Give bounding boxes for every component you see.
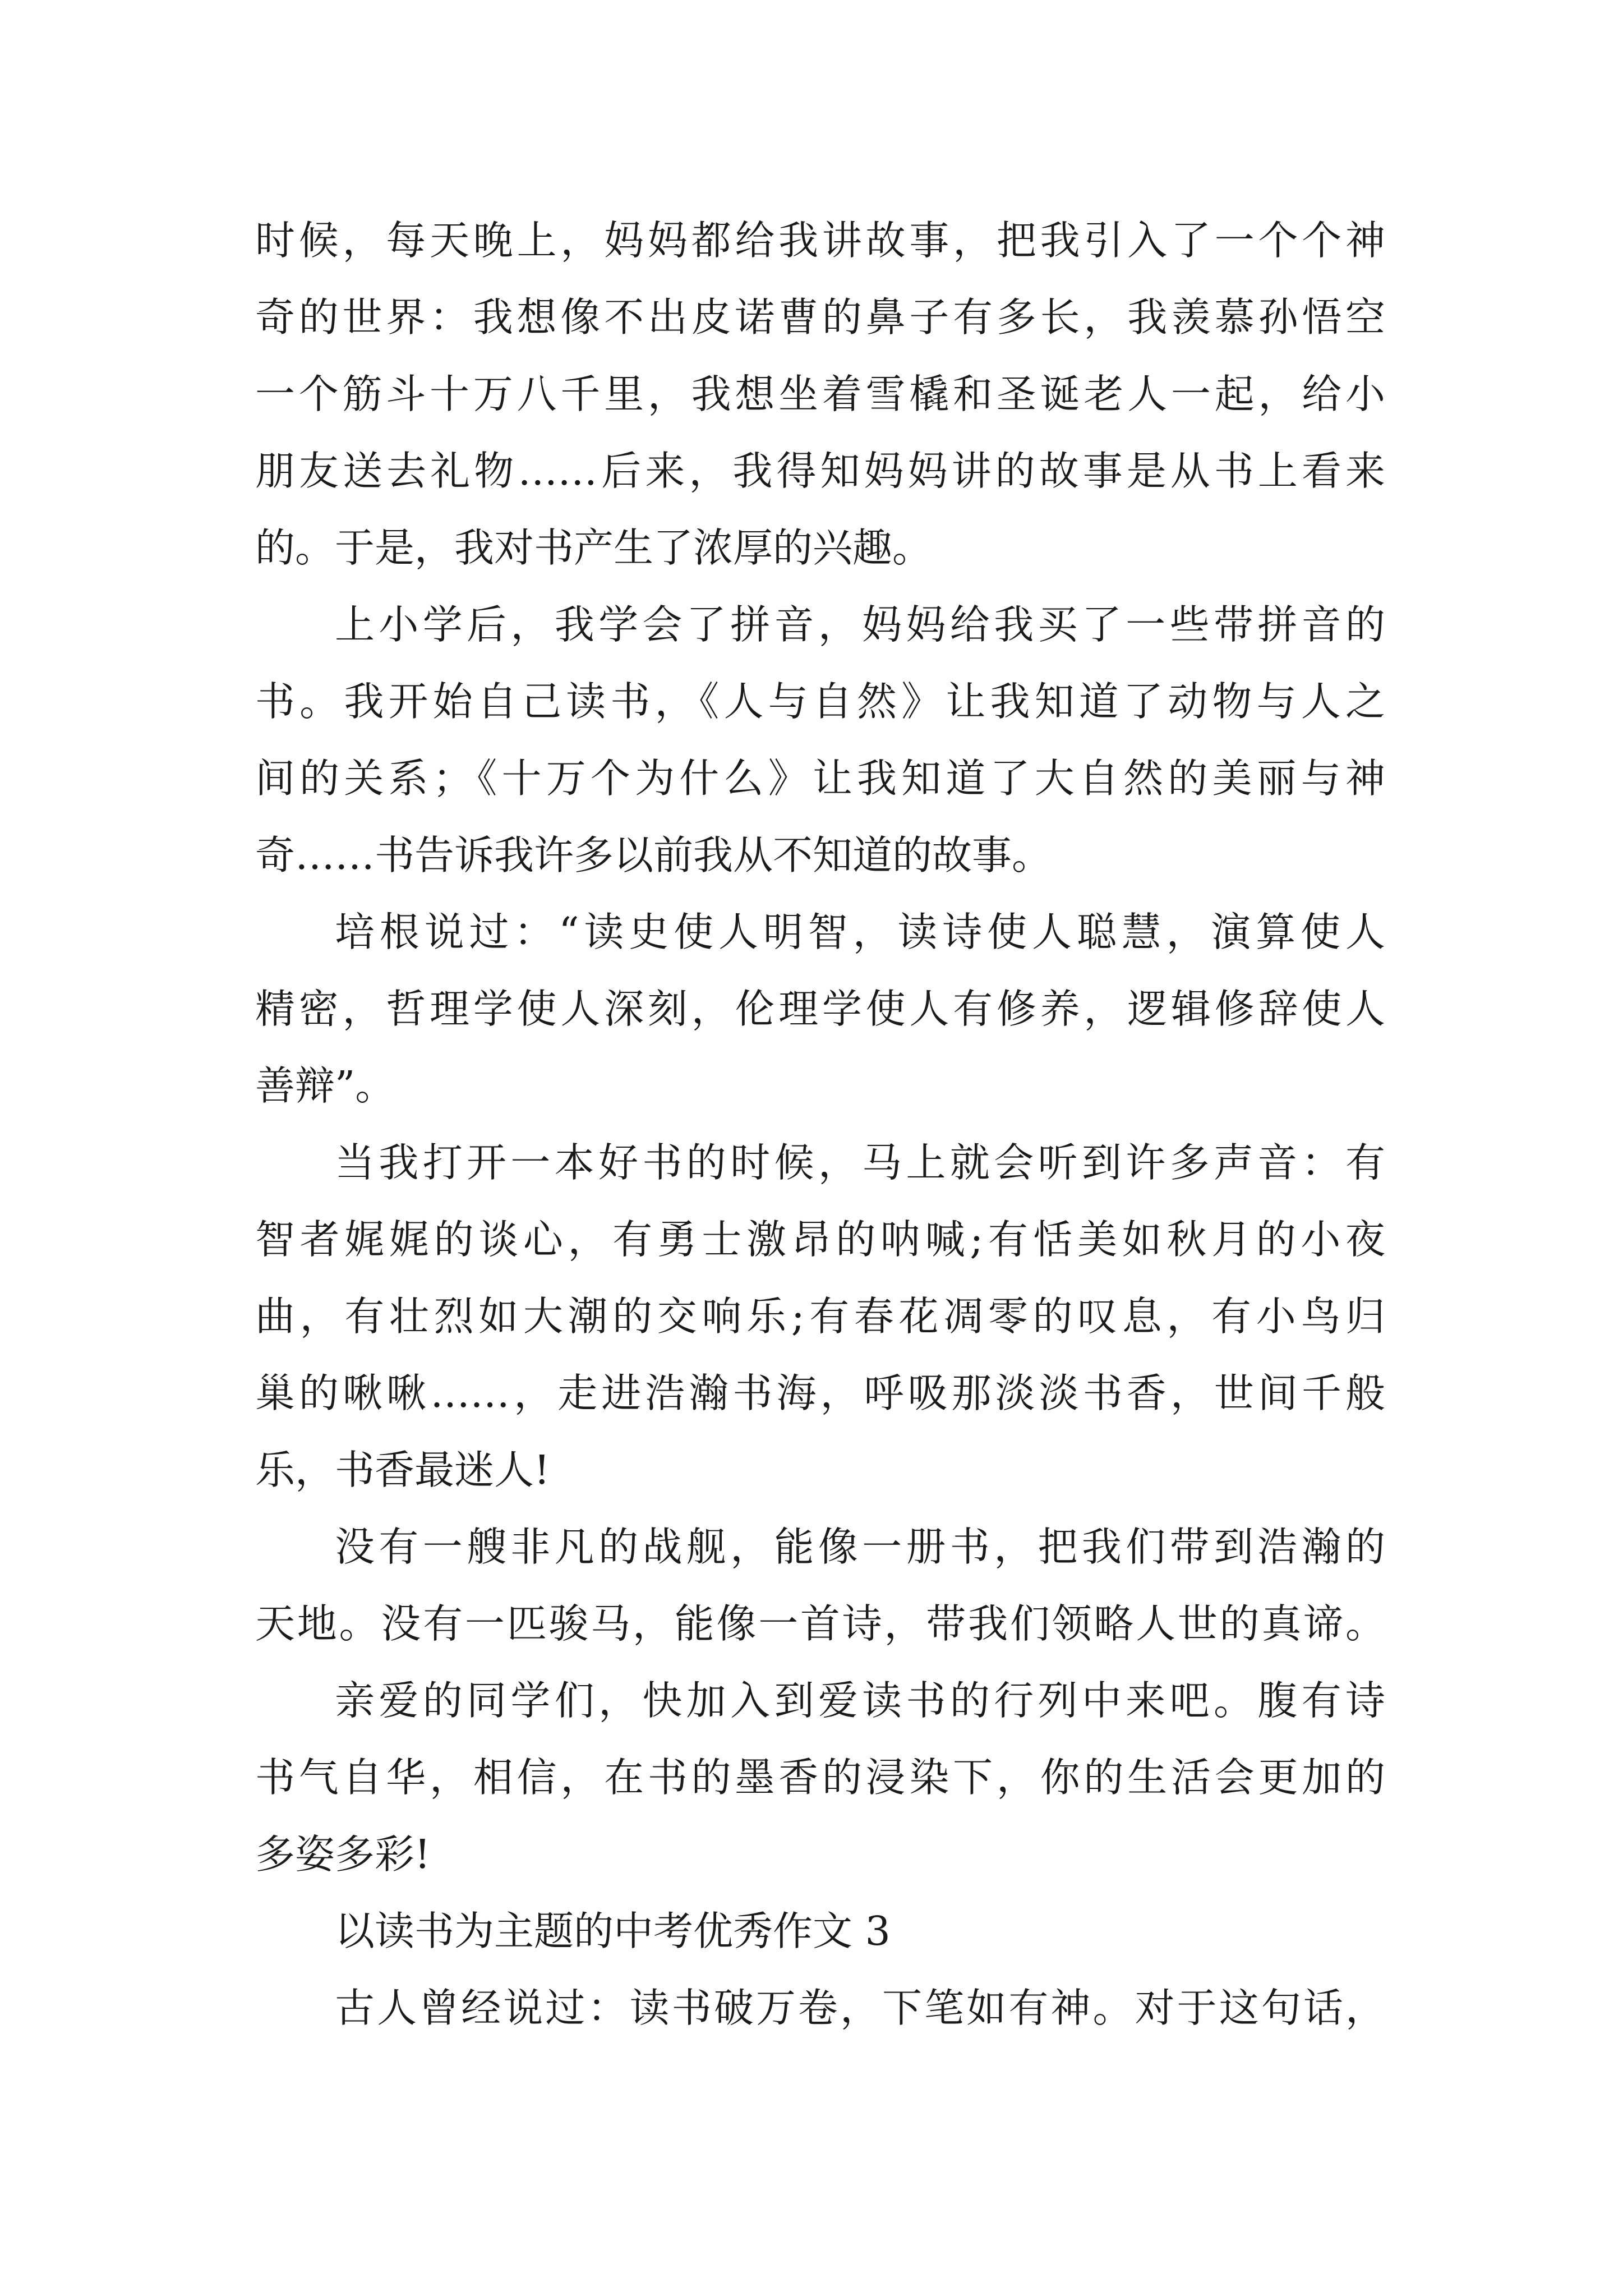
text-line: 一个筋斗十万八千里，我想坐着雪橇和圣诞老人一起，给小 bbox=[255, 371, 1385, 417]
text-line: 书气自华，相信，在书的墨香的浸染下，你的生活会更加的 bbox=[255, 1754, 1385, 1801]
text-line: 天地。没有一匹骏马，能像一首诗，带我们领略人世的真谛。 bbox=[255, 1600, 1385, 1647]
text-line: 培根说过：“读史使人明智，读诗使人聪慧，演算使人 bbox=[335, 909, 1385, 955]
text-line: 以读书为主题的中考优秀作文 3 bbox=[335, 1908, 891, 1954]
text-line: 上小学后，我学会了拼音，妈妈给我买了一些带拼音的 bbox=[335, 601, 1385, 648]
text-line: 乐，书香最迷人! bbox=[255, 1447, 550, 1493]
text-line: 间的关系；《十万个为什么》让我知道了大自然的美丽与神 bbox=[255, 755, 1385, 802]
text-line: 没有一艘非凡的战舰，能像一册书，把我们带到浩瀚的 bbox=[335, 1524, 1385, 1570]
text-line: 巢的啾啾……，走进浩瀚书海，呼吸那淡淡书香，世间千般 bbox=[255, 1370, 1385, 1416]
text-line: 曲，有壮烈如大潮的交响乐;有春花凋零的叹息，有小鸟归 bbox=[255, 1293, 1385, 1340]
text-line: 朋友送去礼物……后来，我得知妈妈讲的故事是从书上看来 bbox=[255, 448, 1385, 494]
essay-body bbox=[255, 202, 1385, 2046]
text-line: 亲爱的同学们，快加入到爱读书的行列中来吧。腹有诗 bbox=[335, 1677, 1385, 1724]
text-line: 精密，哲理学使人深刻，伦理学使人有修养，逻辑修辞使人 bbox=[255, 986, 1385, 1032]
text-line: 书。我开始自己读书，《人与自然》让我知道了动物与人之 bbox=[255, 678, 1385, 725]
text-line: 当我打开一本好书的时候，马上就会听到许多声音：有 bbox=[335, 1139, 1385, 1186]
text-line: 智者娓娓的谈心，有勇士激昂的呐喊;有恬美如秋月的小夜 bbox=[255, 1216, 1385, 1263]
text-line: 奇……书告诉我许多以前我从不知道的故事。 bbox=[255, 832, 1052, 878]
text-line: 多姿多彩! bbox=[255, 1831, 431, 1878]
text-line: 的。于是，我对书产生了浓厚的兴趣。 bbox=[255, 524, 933, 571]
text-line: 时候，每天晚上，妈妈都给我讲故事，把我引入了一个个神 bbox=[255, 217, 1385, 264]
text-line: 古人曾经说过：读书破万卷，下笔如有神。对于这句话， bbox=[335, 1985, 1385, 2031]
text-line: 奇的世界：我想像不出皮诺曹的鼻子有多长，我羡慕孙悟空 bbox=[255, 294, 1385, 341]
text-line: 善辩”。 bbox=[255, 1062, 395, 1109]
